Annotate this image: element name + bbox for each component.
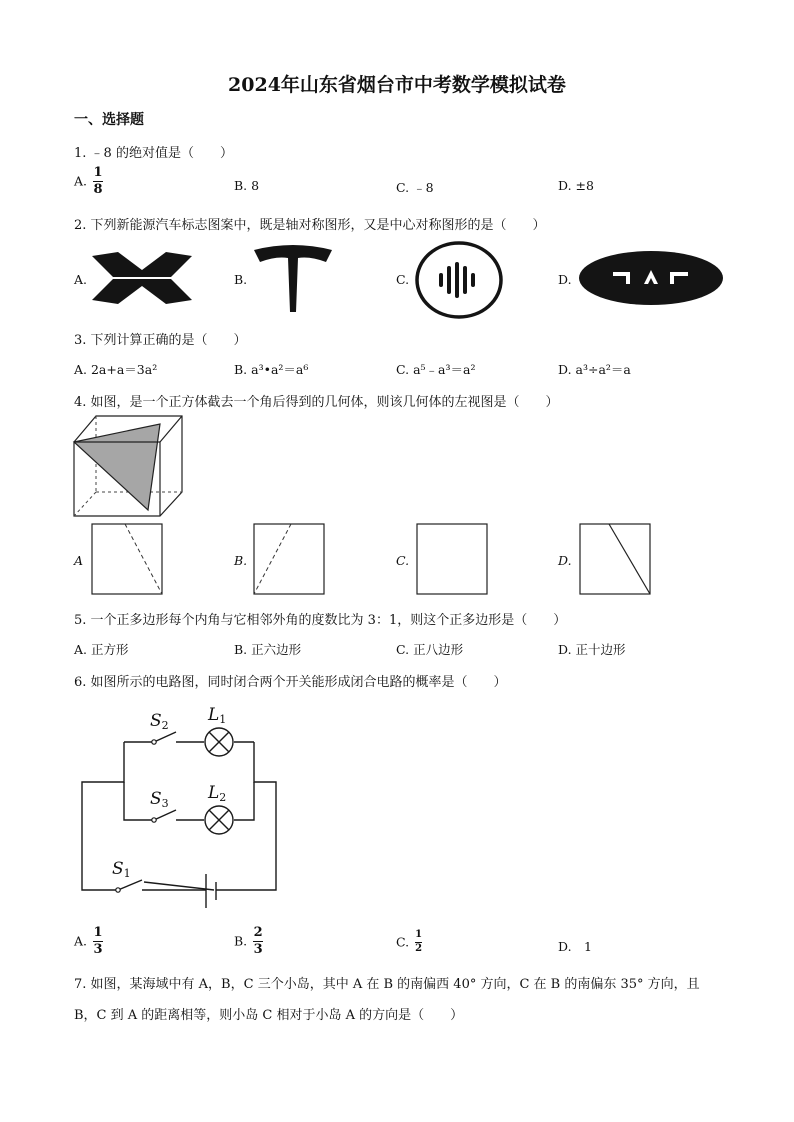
option-a-square-view [91,523,163,595]
ring-bars-logo-icon [414,240,504,320]
question-5-stem: 5. 一个正多边形每个内角与它相邻外角的度数比为 3：1，则这个正多边形是（ ） [74,613,567,628]
question-3-option-a: A. 2a+a＝3a² [74,362,158,377]
option-a-label: A. [74,933,88,949]
fraction-one-eighth [93,166,103,196]
option-d-square-view [579,523,651,595]
question-1-option-b: B. 8 [234,178,260,193]
truncated-cube-figure [72,414,184,518]
question-2-option-c-label: C. [396,272,410,287]
option-c-label: C. [396,934,410,950]
question-7-stem-line-1: 7. 如图，某海域中有 A，B，C 三个小岛，其中 A 在 B 的南偏西 40° 方向，C 在 B 的南偏东 35° 方向，且 [74,977,700,992]
switch-s1-label: S1 [112,859,131,880]
fraction-two-thirds [253,926,263,956]
switch-s2-label: S2 [150,711,169,732]
question-2-option-a-label: A. [74,272,88,287]
bowtie-logo-icon [90,250,194,306]
question-4-option-d-label: D. [558,553,572,568]
question-4-stem: 4. 如图，是一个正方体截去一个角后得到的几何体，则该几何体的左视图是（ ） [74,395,559,410]
question-2-option-b-label: B. [234,272,248,287]
fraction-one-half [415,930,422,954]
option-b-label: B. [234,933,248,949]
fraction-numerator: 1 [93,925,103,940]
question-4-option-a-label: A [74,553,84,568]
page-title: 2024年山东省烟台市中考数学模拟试卷 [228,74,566,96]
fraction-numerator: 2 [253,925,263,940]
question-6-option-d: D. 1 [558,939,593,954]
question-7-stem-line-2: B，C 到 A 的距离相等，则小岛 C 相对于小岛 A 的方向是（ ） [74,1008,464,1023]
fraction-numerator: 1 [415,929,423,940]
question-5-option-c: C. 正八边形 [396,642,464,657]
question-3-stem: 3. 下列计算正确的是（ ） [74,333,247,348]
option-a-label: A. [74,173,88,189]
question-2-option-d-label: D. [558,272,572,287]
question-4-option-c-label: C. [396,553,410,568]
question-1-option-a [74,166,103,196]
question-4-option-b-label: B. [234,553,248,568]
section-heading: 一、选择题 [74,112,144,128]
question-3-option-d: D. a³÷a²＝a [558,362,631,377]
fraction-one-third [93,926,103,956]
question-6-option-a [74,926,103,956]
question-1-option-c: C. ﹣8 [396,180,434,195]
question-3-option-b: B. a³•a²＝a⁶ [234,362,309,377]
question-1-option-d: D. ±8 [558,178,594,193]
oval-letter-logo-icon [578,250,724,306]
circuit-diagram [80,702,280,912]
option-b-square-view [253,523,325,595]
fraction-numerator: 1 [93,165,103,180]
question-5-option-d: D. 正十边形 [558,642,626,657]
question-1-stem: 1. ﹣8 的绝对值是（ ） [74,146,233,161]
fraction-denominator: 3 [93,941,103,957]
question-6-option-b [234,926,263,956]
lamp-l1-label: L1 [208,705,227,726]
lamp-l2-label: L2 [208,783,227,804]
option-c-square-view [416,523,488,595]
question-6-stem: 6. 如图所示的电路图，同时闭合两个开关能形成闭合电路的概率是（ ） [74,675,507,690]
question-5-option-b: B. 正六边形 [234,642,302,657]
question-6-option-c [396,930,422,954]
question-3-option-c: C. a⁵﹣a³＝a² [396,362,476,377]
question-5-option-a: A. 正方形 [74,642,129,657]
fraction-denominator: 3 [253,941,263,957]
question-2-stem: 2. 下列新能源汽车标志图案中，既是轴对称图形，又是中心对称图形的是（ ） [74,218,546,233]
fraction-denominator: 8 [93,181,103,197]
fraction-denominator: 2 [415,942,423,954]
tesla-logo-icon [252,244,334,314]
switch-s3-label: S3 [150,789,169,810]
